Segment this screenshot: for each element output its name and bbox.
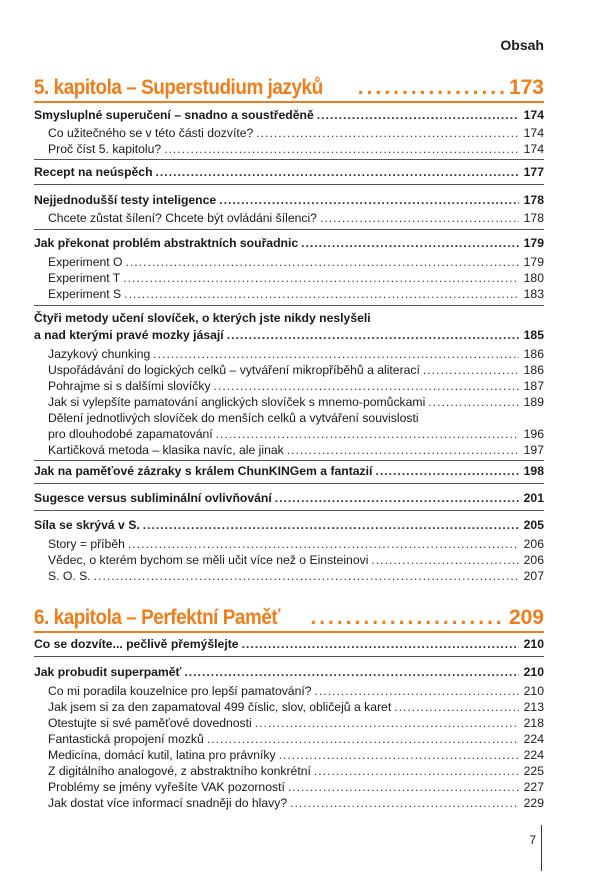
toc-subentry[interactable]	[48, 443, 544, 457]
entry-page: 218	[523, 716, 544, 730]
entry-title: Medicína, domácí kutil, latina pro právníky	[48, 748, 276, 762]
entry-page: 213	[523, 700, 544, 714]
entry-page: 187	[523, 379, 544, 393]
entry-title: Pohrajme si s dalšími slovíčky	[48, 379, 211, 393]
leader-dots	[94, 569, 519, 583]
entry-page: 180	[523, 271, 544, 285]
leader-dots	[423, 363, 519, 377]
chapter-underline	[34, 631, 544, 633]
divider	[34, 184, 544, 185]
entry-page: 205	[523, 518, 544, 532]
leader-dots	[256, 126, 519, 140]
entry-page: 225	[523, 764, 544, 778]
toc-subentry[interactable]	[48, 764, 544, 778]
leader-dots	[156, 165, 519, 179]
entry-page: 179	[523, 255, 544, 269]
chapter-title: 6. kapitola – Perfektní Paměť	[34, 606, 281, 629]
leader-dots	[123, 271, 519, 285]
entry-page: 186	[523, 347, 544, 361]
toc-subentry[interactable]	[48, 255, 544, 269]
entry-title: Jak na paměťové zázraky s králem ChunKINGem a fantazií	[34, 464, 373, 478]
entry-page: 206	[523, 537, 544, 551]
entry-page: 179	[523, 236, 544, 250]
entry-title: Story = příběh	[48, 537, 125, 551]
leader-dots	[371, 553, 519, 567]
entry-page: 206	[523, 553, 544, 567]
chapter-title: 5. kapitola – Superstudium jazyků	[34, 76, 323, 99]
entry-title: Jak probudit superpaměť	[34, 665, 182, 679]
leader-dots	[394, 700, 519, 714]
entry-title: Co užitečného se v této části dozvíte?	[48, 126, 254, 140]
leader-dots	[227, 328, 519, 342]
entry-page: 229	[523, 796, 544, 810]
entry-title: Jak dostat více informací snadněji do hlavy?	[48, 796, 288, 810]
entry-title: Uspořádávání do logických celků – vytváření mikropříběhů a aliterací	[48, 363, 420, 377]
entry-title: Fantastická propojení mozků	[48, 732, 204, 746]
entry-page: 224	[523, 732, 544, 746]
leader-dots	[124, 287, 519, 301]
entry-title: Experiment S	[48, 287, 122, 301]
leader-dots	[287, 443, 519, 457]
entry-page: 197	[523, 443, 544, 457]
entry-page: 210	[523, 665, 544, 679]
entry-page: 178	[523, 211, 544, 225]
divider	[34, 656, 544, 657]
divider	[34, 229, 544, 230]
entry-page: 196	[523, 427, 544, 441]
toc-subentry[interactable]	[48, 379, 544, 393]
entry-page: 178	[523, 193, 544, 207]
entry-title: a nad kterými pravé mozky jásají	[34, 328, 224, 342]
leader-dots	[207, 732, 519, 746]
toc-subentry[interactable]	[48, 748, 544, 762]
divider	[34, 510, 544, 511]
entry-page: 201	[523, 491, 544, 505]
entry-title: Nejjednodušší testy inteligence	[34, 193, 217, 207]
entry-title: Recept na neúspěch	[34, 165, 153, 179]
entry-page: 177	[523, 165, 544, 179]
leader-dots	[428, 395, 519, 409]
toc-subentry[interactable]	[48, 700, 544, 714]
leader-dots	[214, 379, 519, 393]
entry-title-line1: Čtyři metody učení slovíček, o kterých jste nikdy neslyšeli	[34, 311, 371, 325]
entry-page: 185	[523, 328, 544, 342]
toc-subentry[interactable]	[48, 732, 544, 746]
chapter-6-heading[interactable]	[34, 607, 544, 629]
toc-subentry[interactable]	[48, 780, 544, 794]
toc-entry[interactable]	[34, 491, 544, 505]
entry-title: pro dlouhodobé zapamatování	[48, 427, 213, 441]
entry-title: Otestujte si své paměťové dovednosti	[48, 716, 252, 730]
chapter-page: 173	[508, 76, 544, 99]
toc-subentry[interactable]	[48, 142, 544, 156]
leader-dots	[358, 77, 506, 99]
entry-title: Experiment O	[48, 255, 123, 269]
leader-dots	[128, 537, 519, 551]
leader-dots	[314, 764, 519, 778]
leader-dots	[288, 780, 519, 794]
leader-dots	[290, 796, 519, 810]
subentry-title-line1: Dělení jednotlivých slovíček do menších celků a vytváření souvislosti	[48, 411, 419, 425]
entry-title: Chcete zůstat šílení? Chcete být ovládáni šílenci?	[48, 211, 317, 225]
entry-page: 189	[523, 395, 544, 409]
toc-subentry[interactable]	[48, 684, 544, 698]
entry-title: Kartičková metoda – klasika navíc, ale jinak	[48, 443, 284, 457]
entry-title: Síla se skrývá v S.	[34, 518, 140, 532]
leader-dots	[315, 684, 519, 698]
toc-subentry[interactable]	[48, 553, 544, 567]
toc-entry[interactable]	[34, 328, 544, 342]
toc-entry[interactable]	[34, 236, 544, 250]
leader-dots	[242, 637, 519, 651]
entry-title: Experiment T	[48, 271, 121, 285]
leader-dots	[184, 665, 519, 679]
entry-page: 207	[523, 569, 544, 583]
toc-subentry[interactable]	[48, 716, 544, 730]
page-header: Obsah	[500, 37, 544, 53]
entry-title: Jak jsem si za den zapamatoval 499 číslic, slov, obličejů a karet	[48, 700, 392, 714]
entry-title: Jazykový chunking	[48, 347, 151, 361]
toc-entry[interactable]	[34, 518, 544, 532]
toc-subentry[interactable]	[48, 363, 544, 377]
toc-subentry[interactable]	[48, 796, 544, 810]
entry-title: Vědec, o kterém bychom se měli učit více než o Einsteinovi	[48, 553, 369, 567]
toc-entry[interactable]	[34, 108, 544, 122]
entry-page: 183	[523, 287, 544, 301]
divider	[34, 460, 544, 461]
leader-dots	[126, 255, 519, 269]
leader-dots	[143, 518, 519, 532]
toc-subentry[interactable]	[48, 427, 544, 441]
toc-entry[interactable]	[34, 665, 544, 679]
leader-dots	[219, 193, 519, 207]
leader-dots	[317, 108, 519, 122]
entry-page: 210	[523, 637, 544, 651]
page-number: 7	[529, 833, 536, 847]
entry-title: Jak si vylepšíte pamatování anglických slovíček s mnemo-pomůckami	[48, 395, 426, 409]
chapter-page: 209	[508, 606, 544, 629]
entry-page: 210	[523, 684, 544, 698]
entry-title: Proč číst 5. kapitolu?	[48, 142, 162, 156]
toc-entry[interactable]	[34, 464, 544, 478]
leader-dots	[216, 427, 519, 441]
toc-subentry[interactable]	[48, 271, 544, 285]
leader-dots	[375, 464, 519, 478]
toc-entry[interactable]	[34, 165, 544, 179]
entry-title: Z digitálního analogové, z abstraktního konkrétní	[48, 764, 311, 778]
toc-subentry[interactable]	[48, 211, 544, 225]
entry-page: 174	[523, 108, 544, 122]
toc-subentry[interactable]	[48, 395, 544, 409]
entry-page: 227	[523, 780, 544, 794]
leader-dots	[255, 716, 519, 730]
leader-dots	[320, 211, 519, 225]
toc-subentry[interactable]	[48, 347, 544, 361]
leader-dots	[310, 607, 506, 629]
leader-dots	[275, 491, 519, 505]
entry-title: Co se dozvíte... pečlivě přemýšlejte	[34, 637, 239, 651]
entry-page: 174	[523, 126, 544, 140]
leader-dots	[279, 748, 519, 762]
entry-title: Jak překonat problém abstraktních souřadnic	[34, 236, 299, 250]
entry-title: Sugesce versus subliminální ovlivňování	[34, 491, 272, 505]
divider	[34, 159, 544, 160]
entry-page: 186	[523, 363, 544, 377]
chapter-5-heading[interactable]	[34, 77, 544, 99]
toc-subentry[interactable]	[48, 287, 544, 301]
toc-entry[interactable]	[34, 193, 544, 207]
entry-page: 224	[523, 748, 544, 762]
margin-rule	[541, 825, 542, 871]
divider	[34, 305, 544, 306]
toc-subentry[interactable]	[48, 537, 544, 551]
entry-title: Co mi poradila kouzelnice pro lepší pamatování?	[48, 684, 312, 698]
leader-dots	[301, 236, 519, 250]
entry-title: Problémy se jmény vyřešíte VAK pozorností	[48, 780, 285, 794]
divider	[34, 483, 544, 484]
entry-page: 174	[523, 142, 544, 156]
leader-dots	[164, 142, 519, 156]
chapter-underline	[34, 101, 544, 103]
entry-title: S. O. S.	[48, 569, 91, 583]
toc-entry[interactable]	[34, 637, 544, 651]
entry-title: Smysluplné superučení – snadno a soustředěně	[34, 108, 314, 122]
entry-page: 198	[523, 464, 544, 478]
leader-dots	[153, 347, 519, 361]
toc-subentry[interactable]	[48, 569, 544, 583]
toc-subentry[interactable]	[48, 126, 544, 140]
